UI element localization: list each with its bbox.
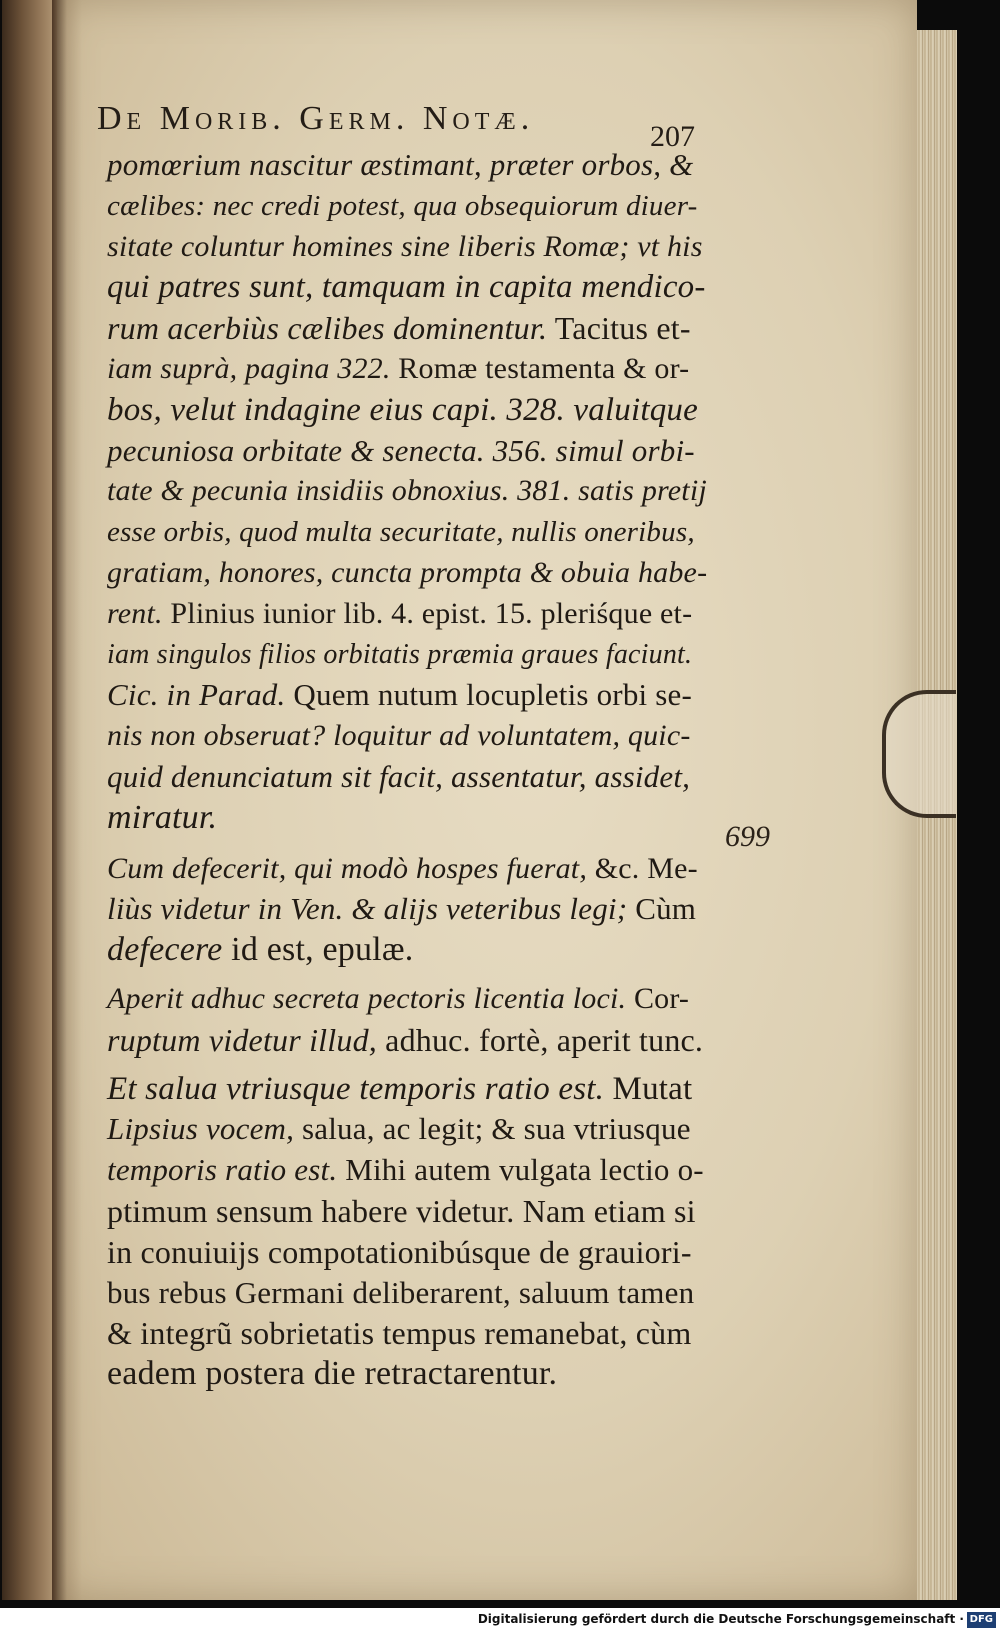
- funding-credit: Digitalisierung gefördert durch die Deutsche Forschungsgemeinschaft ·: [477, 1612, 964, 1626]
- text-line: miratur.: [107, 798, 218, 836]
- scanned-page-image: [2, 0, 962, 1600]
- footer-bar: [0, 1608, 1000, 1633]
- roman-run: id est, epulæ.: [231, 931, 414, 969]
- italic-run: rum acerbiùs cælibes dominentur.: [107, 310, 548, 347]
- margin-number: 699: [725, 820, 770, 853]
- text-line: eadem postera die retractarentur.: [107, 1355, 558, 1393]
- italic-run: Aperit adhuc secreta pectoris licentia loci.: [107, 982, 634, 1015]
- gutter-shadow: [52, 0, 82, 1600]
- roman-run: Mihi autem vulgata lectio o-: [345, 1152, 704, 1188]
- text-line: bus rebus Germani deliberarent, saluum tamen: [107, 1274, 695, 1310]
- text-line: gratiam, honores, cuncta prompta & obuia habe-: [107, 556, 708, 589]
- roman-run: Cor-: [633, 982, 690, 1015]
- bookmark-clip: [882, 690, 956, 818]
- text-line: in conuiuijs compotationibúsque de grauiori-: [107, 1233, 692, 1270]
- text-line: [107, 889, 696, 929]
- text-line: & integrũ sobrietatis tempus remanebat, cùm: [107, 1315, 692, 1352]
- text-line: qui patres sunt, tamquam in capita mendico-: [107, 269, 706, 306]
- text-line: sitate coluntur homines sine liberis Romæ; vt his: [107, 229, 703, 263]
- text-line: [107, 979, 689, 1019]
- italic-run: Et salua vtriusque temporis ratio est.: [107, 1070, 613, 1107]
- text-line: quid denunciatum sit facit, assentatur, assidet,: [107, 759, 691, 794]
- roman-run: salua, ac legit; & sua vtriusque: [302, 1111, 691, 1147]
- text-line: [107, 308, 691, 348]
- text-line: [107, 849, 698, 889]
- roman-run: adhuc. fortè, aperit tunc.: [385, 1021, 704, 1058]
- text-line: cælibes: nec credi potest, qua obsequiorum diuer-: [107, 189, 698, 222]
- italic-run: Cic. in Parad.: [107, 677, 294, 713]
- roman-run: Tacitus et-: [547, 310, 691, 347]
- roman-run: Plinius iunior lib. 4. epist. 15. pleriśque et-: [170, 596, 693, 630]
- roman-run: &c. Me-: [594, 851, 698, 885]
- text-line: [107, 1020, 703, 1060]
- italic-run: Lipsius vocem,: [107, 1111, 303, 1147]
- left-page-edge: [2, 0, 57, 1600]
- text-line: [107, 1109, 691, 1149]
- italic-run: ruptum videtur illud,: [107, 1021, 386, 1058]
- italic-run: rent.: [107, 596, 171, 630]
- text-line: bos, velut indagine eius capi. 328. valuitque: [107, 391, 698, 428]
- text-line: [107, 349, 689, 389]
- roman-run: Cùm: [635, 891, 697, 927]
- italic-run: iam suprà, pagina 322.: [107, 352, 399, 385]
- page-number: 207: [650, 120, 695, 153]
- italic-run: liùs videtur in Ven. & alijs veteribus legi;: [107, 891, 636, 927]
- roman-run: Mutat: [612, 1070, 693, 1107]
- running-head: De Morib. Germ. Notæ.: [97, 100, 535, 137]
- text-line: [107, 930, 413, 970]
- text-line: esse orbis, quod multa securitate, nullis oneribus,: [107, 516, 695, 549]
- roman-run: Romæ testamenta & or-: [398, 352, 690, 385]
- text-line: pecuniosa orbitate & senecta. 356. simul orbi-: [107, 432, 695, 468]
- text-line: tate & pecunia insidiis obnoxius. 381. satis pretij: [107, 474, 707, 508]
- dfg-logo: DFG: [967, 1612, 996, 1628]
- text-line: pomœrium nascitur æstimant, præter orbos, &: [107, 147, 694, 182]
- text-line: iam singulos filios orbitatis præmia graues faciunt.: [107, 638, 693, 670]
- text-line: [107, 1150, 704, 1190]
- italic-run: defecere: [107, 931, 232, 969]
- text-line: [107, 1069, 692, 1109]
- text-line: nis non obseruat? loquitur ad voluntatem, quic-: [107, 719, 691, 753]
- italic-run: Cum defecerit, qui modò hospes fuerat,: [107, 851, 595, 885]
- italic-run: temporis ratio est.: [107, 1152, 346, 1188]
- text-line: [107, 594, 692, 634]
- roman-run: Quem nutum locupletis orbi se-: [293, 677, 693, 713]
- text-line: [107, 675, 692, 715]
- text-line: ptimum sensum habere videtur. Nam etiam si: [107, 1193, 696, 1229]
